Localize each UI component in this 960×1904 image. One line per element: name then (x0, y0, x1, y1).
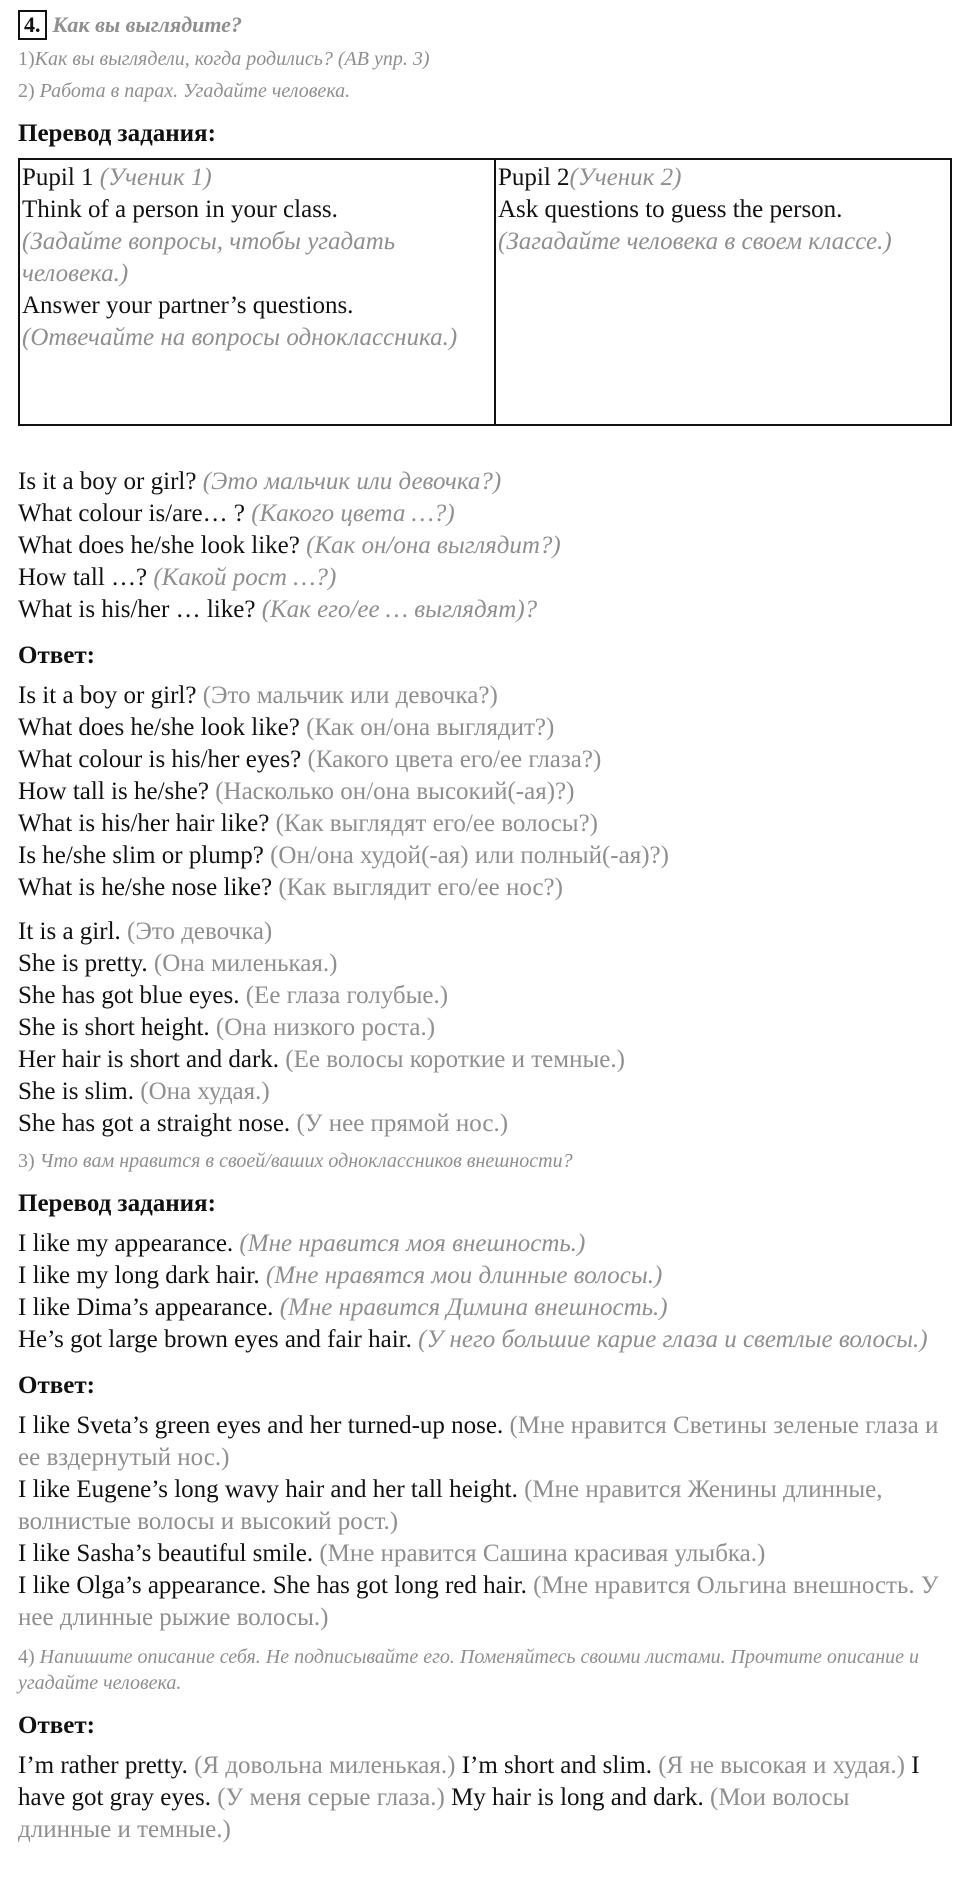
en-text: What colour is/are… ? (18, 500, 245, 527)
ru-text: (Я довольна миленькая.) (194, 1752, 456, 1779)
answer-questions (18, 680, 942, 904)
list-item (18, 1108, 942, 1140)
pupil-2-line-1: Ask questions to guess the person. (498, 196, 843, 223)
list-item (18, 948, 942, 980)
list-item (18, 530, 942, 562)
pupil-1-line-1: Think of a person in your class. (22, 196, 338, 223)
list-item (18, 1228, 942, 1260)
pupil-2-line-1-ru: (Загадайте человека в своем классе.) (498, 228, 892, 255)
en-text: I have got gray eyes. (18, 1752, 920, 1811)
list-item (18, 1044, 942, 1076)
ru-text: (Она низкого роста.) (215, 1014, 436, 1041)
ru-text: (У меня серые глаза.) (217, 1784, 445, 1811)
ru-text: (Он/она худой(-ая) или полный(-ая)?) (270, 842, 669, 869)
en-text: How tall …? (18, 564, 148, 591)
task4-answer (18, 1750, 942, 1846)
ru-text: (Мне нравится Димина внешность.) (279, 1294, 668, 1321)
list-item (18, 1324, 942, 1356)
en-text: What is he/she nose like? (18, 874, 273, 901)
subtask-number: 3) (18, 1150, 35, 1172)
ru-text: (Мне нравится моя внешность.) (239, 1230, 586, 1257)
ru-text: (Мне нравятся мои длинные волосы.) (265, 1262, 663, 1289)
en-text: It is a girl. (18, 918, 121, 945)
list-item (18, 498, 942, 530)
list-item (18, 680, 942, 712)
list-item (18, 594, 942, 626)
ru-text: (Я не высокая и худая.) (658, 1752, 905, 1779)
en-text: I like Dima’s appearance. (18, 1294, 274, 1321)
exercise-title: Как вы выглядите? (52, 12, 242, 37)
ru-text: (Какой рост …?) (153, 564, 337, 591)
pupil-2-title: Pupil 2 (498, 164, 570, 191)
en-text: She is pretty. (18, 950, 148, 977)
answer-heading-3: Ответ: (18, 1372, 95, 1399)
answer-heading-4: Ответ: (18, 1712, 95, 1739)
translation-heading: Перевод задания: (18, 120, 216, 147)
subtask-2 (18, 78, 942, 104)
list-item (18, 1474, 942, 1538)
pupil-1-cell (19, 159, 495, 425)
subtask-number: 4) (18, 1646, 35, 1668)
pupil-1-title-ru: (Ученик 1) (99, 164, 212, 191)
subtask-text: Работа в парах. Угадайте человека. (39, 80, 351, 102)
list-item (18, 1012, 942, 1044)
pupil-1-title: Pupil 1 (22, 164, 94, 191)
subtask-text: Как вы выглядели, когда родились? (АВ упр. 3) (34, 48, 430, 70)
en-text: How tall is he/she? (18, 778, 209, 805)
ru-text: (Как он/она выглядит?) (306, 714, 555, 741)
ru-text: (Как его/ее … выглядят)? (261, 596, 538, 623)
en-text: I like my appearance. (18, 1230, 234, 1257)
en-text: Is he/she slim or plump? (18, 842, 264, 869)
en-text: What is his/her hair like? (18, 810, 270, 837)
subtask-4 (18, 1644, 942, 1696)
en-text: Is it a boy or girl? (18, 468, 197, 495)
list-item (18, 1076, 942, 1108)
ru-text: (Мои волосы длинные и темные.) (18, 1784, 850, 1843)
list-item (18, 562, 942, 594)
en-text: Her hair is short and dark. (18, 1046, 280, 1073)
pupil-1-line-2: Answer your partner’s questions. (22, 292, 354, 319)
en-text: I’m rather pretty. (18, 1752, 188, 1779)
list-item (18, 1570, 942, 1634)
en-text: He’s got large brown eyes and fair hair. (18, 1326, 412, 1353)
task3-answer (18, 1410, 942, 1634)
list-item (18, 840, 942, 872)
en-text: My hair is long and dark. (451, 1784, 704, 1811)
ru-text: (Как выглядят его/ее волосы?) (275, 810, 599, 837)
en-text: I’m short and slim. (461, 1752, 652, 1779)
ru-text: (Мне нравится Светины зеленые глаза и ее вздернутый нос.) (18, 1412, 939, 1471)
ru-text: (Это девочка) (127, 918, 273, 945)
en-text: Is it a boy or girl? (18, 682, 197, 709)
list-item (18, 466, 942, 498)
exercise-header (18, 10, 942, 40)
en-text: I like Eugene’s long wavy hair and her tall height. (18, 1476, 518, 1503)
subtask-text: Что вам нравится в своей/ваших одноклассников внешности? (39, 1150, 573, 1172)
ru-text: (Это мальчик или девочка?) (202, 468, 502, 495)
ru-text: (Какого цвета …?) (251, 500, 455, 527)
pupil-2-cell (495, 159, 951, 425)
ru-text: (Она худая.) (140, 1078, 270, 1105)
list-item (18, 916, 942, 948)
ru-text: (Мне нравится Ольгина внешность. У нее длинные рыжие волосы.) (18, 1572, 939, 1631)
en-text: What colour is his/her eyes? (18, 746, 302, 773)
ru-text: (Насколько он/она высокий(-ая)?) (215, 778, 575, 805)
en-text: She has got a straight nose. (18, 1110, 291, 1137)
prompt-questions (18, 466, 942, 626)
en-text: I like Sveta’s green eyes and her turned-up nose. (18, 1412, 504, 1439)
en-text: I like Sasha’s beautiful smile. (18, 1540, 314, 1567)
list-item (18, 744, 942, 776)
ru-text: (Ее волосы короткие и темные.) (285, 1046, 625, 1073)
subtask-3 (18, 1148, 942, 1174)
pupil-1-line-1-ru: (Задайте вопросы, чтобы угадать человека.) (22, 228, 396, 287)
list-item (18, 1260, 942, 1292)
en-text: She is short height. (18, 1014, 210, 1041)
list-item (18, 1292, 942, 1324)
answer-heading-2: Ответ: (18, 642, 95, 669)
pupil-task-table (18, 158, 952, 426)
en-text: She is slim. (18, 1078, 134, 1105)
list-item (18, 776, 942, 808)
ru-text: (Мне нравится Сашина красивая улыбка.) (319, 1540, 766, 1567)
list-item (18, 808, 942, 840)
list-item (18, 712, 942, 744)
task3-translation (18, 1228, 942, 1356)
ru-text: (Какого цвета его/ее глаза?) (307, 746, 602, 773)
ru-text: (У нее прямой нос.) (296, 1110, 509, 1137)
translation-heading-3: Перевод задания: (18, 1190, 216, 1217)
pupil-1-line-2-ru: (Отвечайте на вопросы одноклассника.) (22, 324, 458, 351)
list-item (18, 980, 942, 1012)
en-text: I like Olga’s appearance. She has got long red hair. (18, 1572, 527, 1599)
en-text: What does he/she look like? (18, 714, 300, 741)
list-item (18, 1538, 942, 1570)
subtask-number: 1) (18, 48, 35, 70)
subtask-text: Напишите описание себя. Не подписывайте его. Поменяйтесь своими листами. Прочтите описание и угадайте человека. (18, 1646, 919, 1694)
ru-text: (Ее глаза голубые.) (245, 982, 449, 1009)
subtask-1 (18, 46, 942, 72)
en-text: I like my long dark hair. (18, 1262, 260, 1289)
ru-text: (Это мальчик или девочка?) (202, 682, 498, 709)
ru-text: (Как он/она выглядит?) (306, 532, 561, 559)
list-item (18, 872, 942, 904)
ru-text: (Мне нравится Женины длинные, волнистые волосы и высокий рост.) (18, 1476, 883, 1535)
ru-text: (Она миленькая.) (153, 950, 338, 977)
pupil-2-title-ru: (Ученик 2) (569, 164, 682, 191)
en-text: What is his/her … like? (18, 596, 256, 623)
exercise-number: 4. (18, 10, 47, 40)
ru-text: (У него большие карие глаза и светлые волосы.) (418, 1326, 928, 1353)
subtask-number: 2) (18, 80, 35, 102)
en-text: What does he/she look like? (18, 532, 300, 559)
answer-statements (18, 916, 942, 1140)
en-text: She has got blue eyes. (18, 982, 240, 1009)
list-item (18, 1410, 942, 1474)
ru-text: (Как выглядит его/ее нос?) (278, 874, 563, 901)
